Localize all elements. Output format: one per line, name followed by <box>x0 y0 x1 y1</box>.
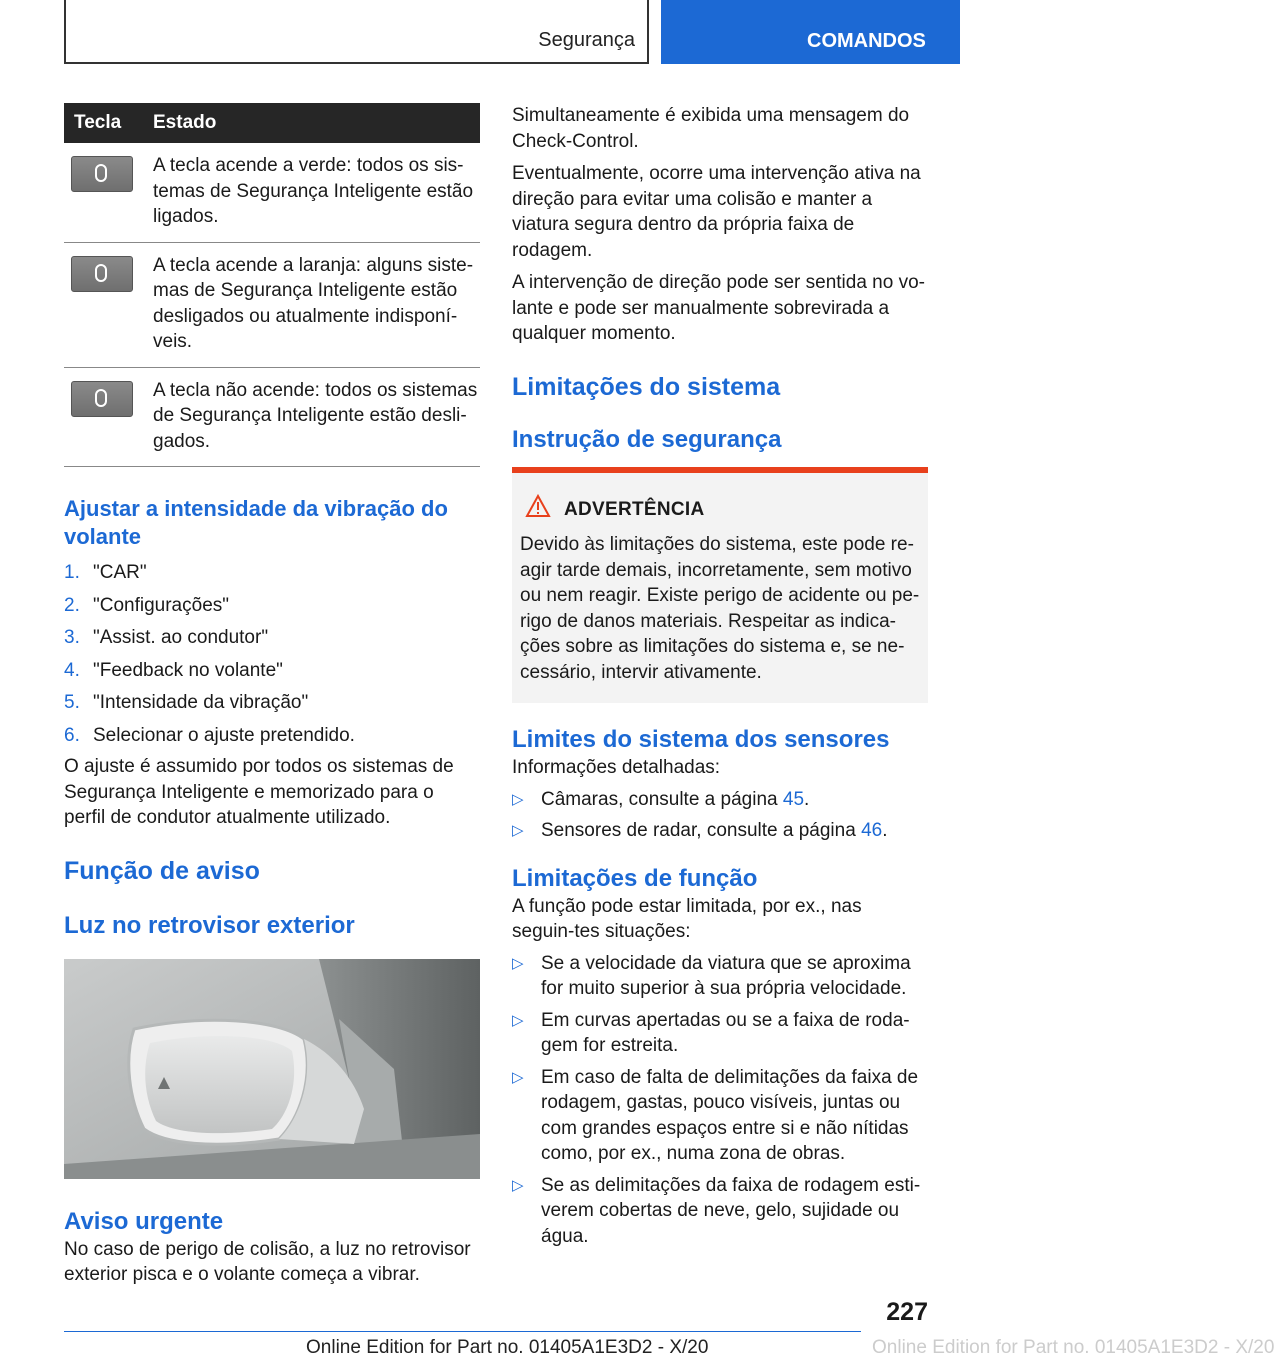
warning-text: Devido às limitações do sistema, este pode re-agir tarde demais, incorretamente, sem motivo ou nem reagir. Existe perigo de acidente ou pe-rigo de danos materiais. Respeitar as indica-ções sobre as limitações do sistema e, se ne-cessário, intervir ativamente. <box>520 534 920 683</box>
vibration-heading: Ajustar a intensidade da vibração do volante <box>64 496 448 549</box>
mirror-warning-image <box>64 959 480 1179</box>
vibration-note: O ajuste é assumido por todos os sistemas de Segurança Inteligente e memorizado para o perfil de condutor atualmente utilizado. <box>64 756 454 828</box>
table-header-state: Estado <box>153 103 480 143</box>
warning-box <box>512 467 928 704</box>
header-section-title: Segurança <box>538 29 635 51</box>
bullet-triangle-icon: ▷ <box>512 1011 524 1029</box>
vibration-steps <box>64 557 480 752</box>
left-column <box>64 103 480 1288</box>
check-control-text: Simultaneamente é exibida uma mensagem do Check-Control. <box>512 105 910 152</box>
list-item: ▷ Câmaras, consulte a página 45. <box>512 787 928 813</box>
list-item: 4. "Feedback no volante" <box>64 659 283 681</box>
urgent-warning-heading: Aviso urgente <box>64 1207 224 1235</box>
bullet-triangle-icon: ▷ <box>512 1068 524 1086</box>
table-row <box>64 367 480 467</box>
page-link[interactable]: 45 <box>782 788 805 810</box>
function-limits-list <box>512 951 928 1250</box>
system-limits-heading: Limitações do sistema <box>512 372 781 401</box>
footer-divider <box>64 1331 861 1332</box>
sensor-limits-intro: Informações detalhadas: <box>512 757 721 778</box>
header-chapter-label: COMANDOS <box>807 30 926 52</box>
list-item: ▷ Em curvas apertadas ou se a faixa de roda-gem for estreita. <box>512 1009 910 1056</box>
footer-edition: Online Edition for Part no. 01405A1E3D2 - X/20 <box>306 1337 709 1358</box>
header-chapter-tab <box>661 0 960 64</box>
list-item: 1. "CAR" <box>64 562 147 583</box>
page-link[interactable]: 46 <box>861 820 883 841</box>
table-cell-state: A tecla acende a laranja: alguns siste-mas de Segurança Inteligente estão desligados ou atualmente indisponí-veis. <box>153 242 480 367</box>
key-state-table <box>64 103 480 467</box>
list-item: ▷ Sensores de radar, consulte a página 46. <box>512 818 928 844</box>
list-item: 3. "Assist. ao condutor" <box>64 627 269 648</box>
warning-label: ADVERTÊNCIA <box>564 498 705 520</box>
assist-button-icon <box>71 256 133 292</box>
warning-function-heading: Função de aviso <box>64 856 260 885</box>
table-cell-state: A tecla acende a verde: todos os sis-temas de Segurança Inteligente estão ligados. <box>153 143 480 242</box>
mirror-light-heading: Luz no retrovisor exterior <box>64 911 355 939</box>
list-item: ▷ Em caso de falta de delimitações da faixa de rodagem, gastas, pouco visíveis, juntas ou com grandes espaços entre si e não nítidas como, por ex., numa zona de obras. <box>512 1066 919 1164</box>
warning-title <box>520 495 920 523</box>
table-row <box>64 143 480 242</box>
table-cell-state: A tecla não acende: todos os sistemas de Segurança Inteligente estão desli-gados. <box>153 367 480 467</box>
bullet-triangle-icon: ▷ <box>512 1176 524 1194</box>
warning-triangle-icon <box>526 495 550 517</box>
override-text: A intervenção de direção pode ser sentida no vo-lante e pode ser manualmente sobrevirada a qualquer momento. <box>512 272 925 344</box>
list-item: 2. "Configurações" <box>64 594 230 616</box>
list-item: 5. "Intensidade da vibração" <box>64 692 309 713</box>
assist-button-icon <box>71 381 133 417</box>
sensor-limits-list <box>512 787 928 844</box>
page-number: 227 <box>886 1298 928 1326</box>
list-item: 6. Selecionar o ajuste pretendido. <box>64 724 355 746</box>
sensor-limits-heading: Limites do sistema dos sensores <box>512 726 890 753</box>
assist-button-icon <box>71 156 133 192</box>
list-item: ▷ Se as delimitações da faixa de rodagem esti-verem cobertas de neve, gelo, sujidade ou água. <box>512 1174 921 1247</box>
safety-instruction-heading: Instrução de segurança <box>512 425 782 453</box>
bullet-triangle-icon: ▷ <box>512 822 524 839</box>
table-header-key: Tecla <box>64 103 153 143</box>
table-row <box>64 242 480 367</box>
function-limits-heading: Limitações de função <box>512 864 758 892</box>
steering-intervention-text: Eventualmente, ocorre uma intervenção ativa na direção para evitar uma colisão e manter a viatura segura dentro da própria faixa de rodagem. <box>512 163 921 261</box>
right-column <box>512 103 928 1249</box>
header-section-box <box>64 0 649 64</box>
urgent-warning-text: No caso de perigo de colisão, a luz no retrovisor exterior pisca e o volante começa a vibrar. <box>64 1238 471 1285</box>
list-item: ▷ Se a velocidade da viatura que se aproxima for muito superior à sua própria velocidade. <box>512 952 911 999</box>
function-limits-intro: A função pode estar limitada, por ex., nas seguin-tes situações: <box>512 895 862 942</box>
bullet-triangle-icon: ▷ <box>512 790 524 808</box>
footer-watermark: Online Edition for Part no. 01405A1E3D2 - X/20 <box>872 1337 1274 1358</box>
bullet-triangle-icon: ▷ <box>512 954 524 972</box>
